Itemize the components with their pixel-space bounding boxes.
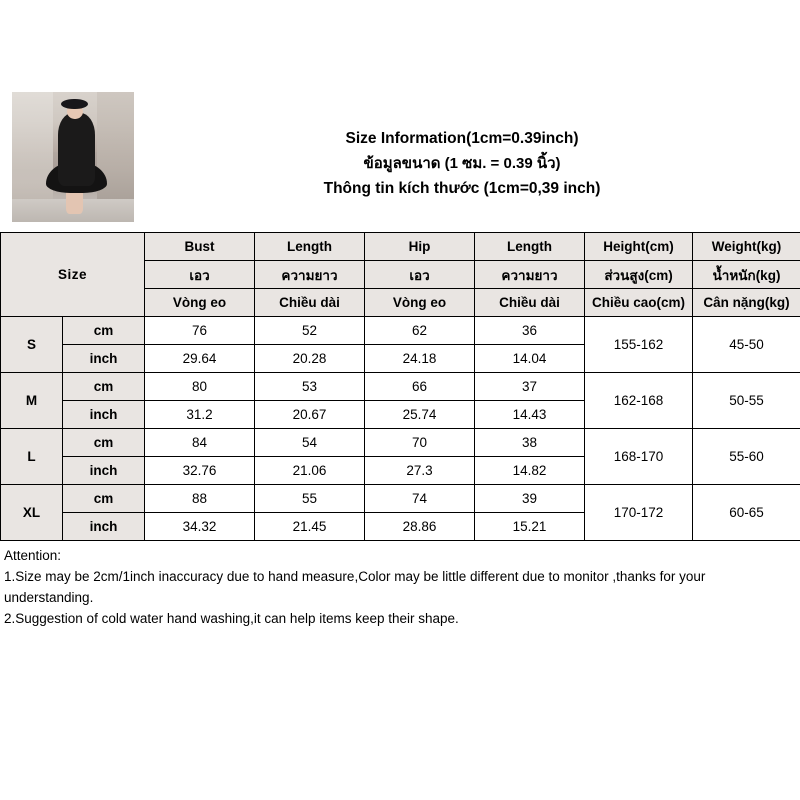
cell-xl-cm-length1: 55 — [255, 485, 365, 513]
cell-l-inch-length1: 21.06 — [255, 457, 365, 485]
header-band — [0, 88, 800, 232]
header-height-th: ส่วนสูง(cm) — [585, 261, 693, 289]
cell-m-inch-hip: 25.74 — [365, 401, 475, 429]
attention-line-2: 2.Suggestion of cold water hand washing,it can help items keep their shape. — [4, 611, 459, 626]
table-row — [1, 429, 800, 457]
header-bust-en: Bust — [145, 233, 255, 261]
row-size-label-s: S — [1, 317, 63, 373]
table-row — [1, 317, 800, 345]
attention-line-1: 1.Size may be 2cm/1inch inaccuracy due to hand measure,Color may be little different due to monitor ,thanks for your — [4, 569, 706, 584]
photo-model-hat — [61, 99, 88, 109]
cell-xl-cm-bust: 88 — [145, 485, 255, 513]
header-weight-en: Weight(kg) — [693, 233, 800, 261]
size-chart-sheet — [0, 88, 800, 629]
cell-s-inch-length1: 20.28 — [255, 345, 365, 373]
row-unit-cm-s: cm — [63, 317, 145, 345]
header-height-en: Height(cm) — [585, 233, 693, 261]
row-size-label-l: L — [1, 429, 63, 485]
table-row — [1, 485, 800, 513]
cell-l-cm-bust: 84 — [145, 429, 255, 457]
cell-l-cm-hip: 70 — [365, 429, 475, 457]
cell-s-cm-length1: 52 — [255, 317, 365, 345]
cell-s-inch-length2: 14.04 — [475, 345, 585, 373]
cell-m-inch-length2: 14.43 — [475, 401, 585, 429]
cell-s-inch-hip: 24.18 — [365, 345, 475, 373]
header-length2-vi: Chiều dài — [475, 289, 585, 317]
cell-xl-inch-length2: 15.21 — [475, 513, 585, 541]
cell-xl-cm-length2: 39 — [475, 485, 585, 513]
photo-model-body — [58, 113, 95, 186]
cell-xl-inch-hip: 28.86 — [365, 513, 475, 541]
header-length1-th: ความยาว — [255, 261, 365, 289]
cell-s-cm-hip: 62 — [365, 317, 475, 345]
row-unit-cm-xl: cm — [63, 485, 145, 513]
header-hip-vi: Vòng eo — [365, 289, 475, 317]
title-block — [144, 88, 800, 232]
cell-m-height: 162-168 — [585, 373, 693, 429]
row-unit-inch-xl: inch — [63, 513, 145, 541]
cell-xl-inch-bust: 34.32 — [145, 513, 255, 541]
row-unit-cm-m: cm — [63, 373, 145, 401]
header-bust-vi: Vòng eo — [145, 289, 255, 317]
cell-xl-weight: 60-65 — [693, 485, 800, 541]
cell-xl-height: 170-172 — [585, 485, 693, 541]
cell-m-inch-bust: 31.2 — [145, 401, 255, 429]
title-line-english: Size Information(1cm=0.39inch) — [345, 129, 579, 147]
cell-l-inch-bust: 32.76 — [145, 457, 255, 485]
cell-m-weight: 50-55 — [693, 373, 800, 429]
cell-xl-cm-hip: 74 — [365, 485, 475, 513]
row-unit-inch-m: inch — [63, 401, 145, 429]
attention-line-1-cont: understanding. — [4, 590, 94, 605]
row-size-label-xl: XL — [1, 485, 63, 541]
row-unit-cm-l: cm — [63, 429, 145, 457]
size-header-cell: Size — [1, 233, 145, 317]
header-hip-en: Hip — [365, 233, 475, 261]
cell-m-inch-length1: 20.67 — [255, 401, 365, 429]
header-length1-vi: Chiều dài — [255, 289, 365, 317]
row-size-label-m: M — [1, 373, 63, 429]
row-unit-inch-s: inch — [63, 345, 145, 373]
product-photo-cell — [0, 88, 144, 232]
cell-xl-inch-length1: 21.45 — [255, 513, 365, 541]
cell-l-cm-length2: 38 — [475, 429, 585, 457]
cell-m-cm-hip: 66 — [365, 373, 475, 401]
cell-l-cm-length1: 54 — [255, 429, 365, 457]
header-length2-en: Length — [475, 233, 585, 261]
cell-s-height: 155-162 — [585, 317, 693, 373]
cell-s-inch-bust: 29.64 — [145, 345, 255, 373]
table-row — [1, 373, 800, 401]
cell-l-height: 168-170 — [585, 429, 693, 485]
header-hip-th: เอว — [365, 261, 475, 289]
header-weight-vi: Cân nặng(kg) — [693, 289, 800, 317]
table-header-row-english — [1, 233, 800, 261]
cell-l-weight: 55-60 — [693, 429, 800, 485]
attention-heading: Attention: — [4, 548, 62, 563]
header-bust-th: เอว — [145, 261, 255, 289]
header-length1-en: Length — [255, 233, 365, 261]
cell-s-cm-bust: 76 — [145, 317, 255, 345]
row-unit-inch-l: inch — [63, 457, 145, 485]
attention-block — [0, 541, 800, 629]
cell-s-cm-length2: 36 — [475, 317, 585, 345]
header-weight-th: น้ำหนัก(kg) — [693, 261, 800, 289]
title-line-thai: ข้อมูลขนาด (1 ซม. = 0.39 นิ้ว) — [363, 154, 561, 172]
cell-l-inch-hip: 27.3 — [365, 457, 475, 485]
header-height-vi: Chiều cao(cm) — [585, 289, 693, 317]
cell-m-cm-length2: 37 — [475, 373, 585, 401]
cell-l-inch-length2: 14.82 — [475, 457, 585, 485]
cell-m-cm-bust: 80 — [145, 373, 255, 401]
cell-m-cm-length1: 53 — [255, 373, 365, 401]
size-table — [0, 232, 800, 541]
model-photo — [12, 92, 134, 222]
cell-s-weight: 45-50 — [693, 317, 800, 373]
header-length2-th: ความยาว — [475, 261, 585, 289]
title-line-vietnamese: Thông tin kích thước (1cm=0,39 inch) — [323, 179, 601, 197]
